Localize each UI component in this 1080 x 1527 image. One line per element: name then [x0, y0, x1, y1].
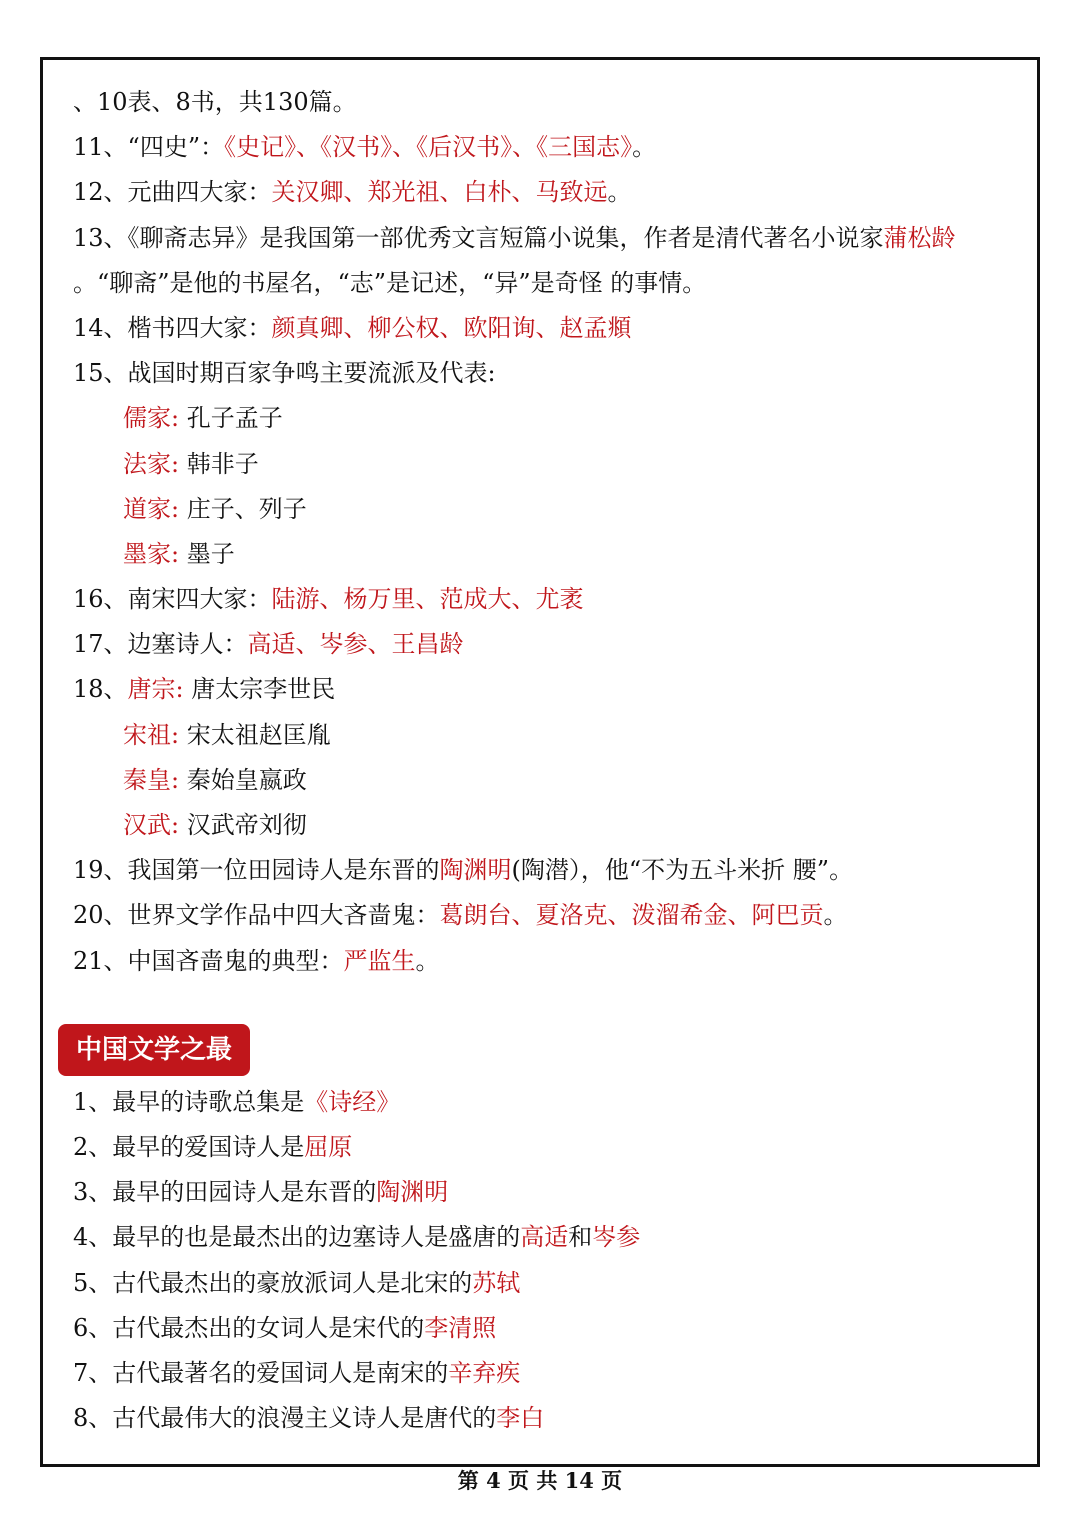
item-highlight: 严监生 — [343, 946, 416, 975]
item-text: 战国时期百家争鸣主要流派及代表: — [127, 359, 496, 388]
item-13-continued: 。“聊斋”是他的书屋名，“志”是记述，“异”是奇怪 的事情。 — [73, 268, 707, 297]
item-highlight: 高适、岑参、王昌龄 — [247, 630, 464, 659]
item-text: 南宋四大家： — [127, 585, 272, 614]
emperor-qin — [73, 758, 1017, 803]
item-21 — [73, 939, 1017, 984]
item-16 — [73, 577, 1017, 622]
school-label: 道家: — [123, 494, 180, 523]
item-text: 元曲四大家： — [127, 178, 272, 207]
item-text: 中国吝啬鬼的典型： — [127, 946, 344, 975]
item-highlight: 《史记》、《汉书》、《后汉书》、《三国志》 — [224, 133, 633, 162]
first-text: 最早的田园诗人是东晋的 — [112, 1178, 377, 1207]
item-highlight: 陶渊明 — [439, 856, 512, 885]
emperor-label: 宋祖: — [123, 720, 180, 749]
first-highlight: 李白 — [496, 1404, 545, 1433]
school-value: 墨子 — [186, 539, 235, 568]
item-19 — [73, 848, 1017, 893]
item-number: 20、 — [73, 901, 128, 930]
first-text: 最早的诗歌总集是 — [112, 1087, 305, 1116]
item-number: 19、 — [73, 856, 128, 885]
item-11 — [73, 125, 1017, 170]
school-legalist — [73, 442, 1017, 487]
first-highlight: 苏轼 — [472, 1268, 521, 1297]
first-text: 古代最伟大的浪漫主义诗人是唐代的 — [112, 1404, 497, 1433]
first-number: 2、 — [73, 1132, 113, 1161]
item-number: 12、 — [73, 178, 128, 207]
first-highlight: 高适 — [520, 1223, 569, 1252]
school-label: 墨家: — [123, 539, 180, 568]
item-highlight: 葛朗台、夏洛克、泼溜希金、阿巴贡 — [439, 901, 824, 930]
first-text: 古代最杰出的豪放派词人是北宋的 — [112, 1268, 473, 1297]
first-highlight: 《诗经》 — [304, 1087, 401, 1116]
item-text: 世界文学作品中四大吝啬鬼： — [127, 901, 440, 930]
first-number: 8、 — [73, 1404, 113, 1433]
school-value: 韩非子 — [186, 449, 259, 478]
item-number: 16、 — [73, 585, 128, 614]
first-item — [73, 1215, 1017, 1260]
firsts-list — [73, 1080, 1017, 1442]
first-item — [73, 1351, 1017, 1396]
item-text: 边塞诗人： — [127, 630, 248, 659]
emperor-label: 汉武: — [123, 811, 180, 839]
school-confucian — [73, 396, 1017, 441]
emperor-label: 唐宗: — [127, 675, 184, 704]
first-number: 1、 — [73, 1087, 113, 1116]
first-item — [73, 1306, 1017, 1351]
item-number: 15、 — [73, 359, 128, 388]
page-footer: 第 4 页 共 14 页 — [457, 1468, 623, 1493]
first-item — [73, 1396, 1017, 1441]
item-15 — [73, 351, 1017, 396]
item-14 — [73, 306, 1017, 351]
emperor-value: 秦始皇嬴政 — [186, 765, 307, 794]
first-number: 4、 — [73, 1223, 113, 1252]
item-13 — [73, 216, 1017, 261]
item-text: 我国第一位田园诗人是东晋的 — [127, 856, 440, 885]
emperor-label: 秦皇: — [123, 765, 180, 794]
first-text: 最早的也是最杰出的边塞诗人是盛唐的 — [112, 1223, 521, 1252]
first-item — [73, 1170, 1017, 1215]
section-title: 中国文学之最 — [58, 1024, 250, 1076]
item-17 — [73, 622, 1017, 667]
page-content — [73, 80, 1017, 1441]
first-item — [73, 1261, 1017, 1306]
item-highlight: 陆游、杨万里、范成大、尤袤 — [271, 585, 584, 614]
emperor-value: 宋太祖赵匡胤 — [186, 720, 331, 749]
item-tail: (陶潜），他“不为五斗米折 腰”。 — [511, 856, 854, 885]
item-text: 楷书四大家： — [127, 313, 272, 342]
item-18 — [73, 667, 1017, 712]
item-highlight: 关汉卿、郑光祖、白朴、马致远 — [271, 178, 608, 207]
emperor-song — [73, 713, 1017, 758]
item-text: “四史”： — [127, 133, 225, 162]
emperor-value: 汉武帝刘彻 — [186, 811, 307, 839]
first-highlight: 辛弃疾 — [448, 1358, 521, 1387]
item-12 — [73, 170, 1017, 215]
item-tail: 。 — [632, 133, 657, 162]
item-number: 18、 — [73, 675, 128, 704]
intro-line: 、10表、8书，共130篇。 — [73, 88, 357, 116]
first-number: 3、 — [73, 1178, 113, 1207]
school-label: 法家: — [123, 449, 180, 478]
item-number: 21、 — [73, 946, 128, 975]
item-highlight: 颜真卿、柳公权、欧阳询、赵孟頫 — [271, 313, 632, 342]
first-text: 古代最杰出的女词人是宋代的 — [112, 1313, 425, 1342]
first-number: 5、 — [73, 1268, 113, 1297]
item-tail: 。 — [607, 178, 632, 207]
item-number: 17、 — [73, 630, 128, 659]
item-number: 11、 — [73, 133, 128, 162]
first-number: 6、 — [73, 1313, 113, 1342]
item-number: 14、 — [73, 313, 128, 342]
first-highlight-2: 岑参 — [592, 1223, 641, 1252]
first-text: 古代最著名的爱国词人是南宋的 — [112, 1358, 449, 1387]
first-text: 最早的爱国诗人是 — [112, 1132, 305, 1161]
first-number: 7、 — [73, 1358, 113, 1387]
item-text: 《聊斋志异》是我国第一部优秀文言短篇小说集，作者是清代著名小说家 — [127, 223, 884, 252]
item-20 — [73, 893, 1017, 938]
emperor-value: 唐太宗李世民 — [191, 675, 336, 704]
first-highlight: 李清照 — [424, 1313, 497, 1342]
school-value: 庄子、列子 — [186, 494, 307, 523]
school-label: 儒家: — [123, 404, 180, 433]
first-highlight: 陶渊明 — [376, 1178, 449, 1207]
school-taoist — [73, 487, 1017, 532]
first-item — [73, 1125, 1017, 1170]
first-connector: 和 — [568, 1223, 593, 1252]
first-highlight: 屈原 — [304, 1132, 353, 1161]
item-highlight: 蒲松龄 — [883, 223, 956, 252]
first-item — [73, 1080, 1017, 1125]
item-number: 13、 — [73, 223, 128, 252]
emperor-han — [73, 803, 1017, 848]
item-tail: 。 — [823, 901, 848, 930]
page-frame — [40, 57, 1040, 1467]
item-tail: 。 — [415, 946, 440, 975]
school-mohist — [73, 532, 1017, 577]
school-value: 孔子孟子 — [186, 404, 283, 433]
